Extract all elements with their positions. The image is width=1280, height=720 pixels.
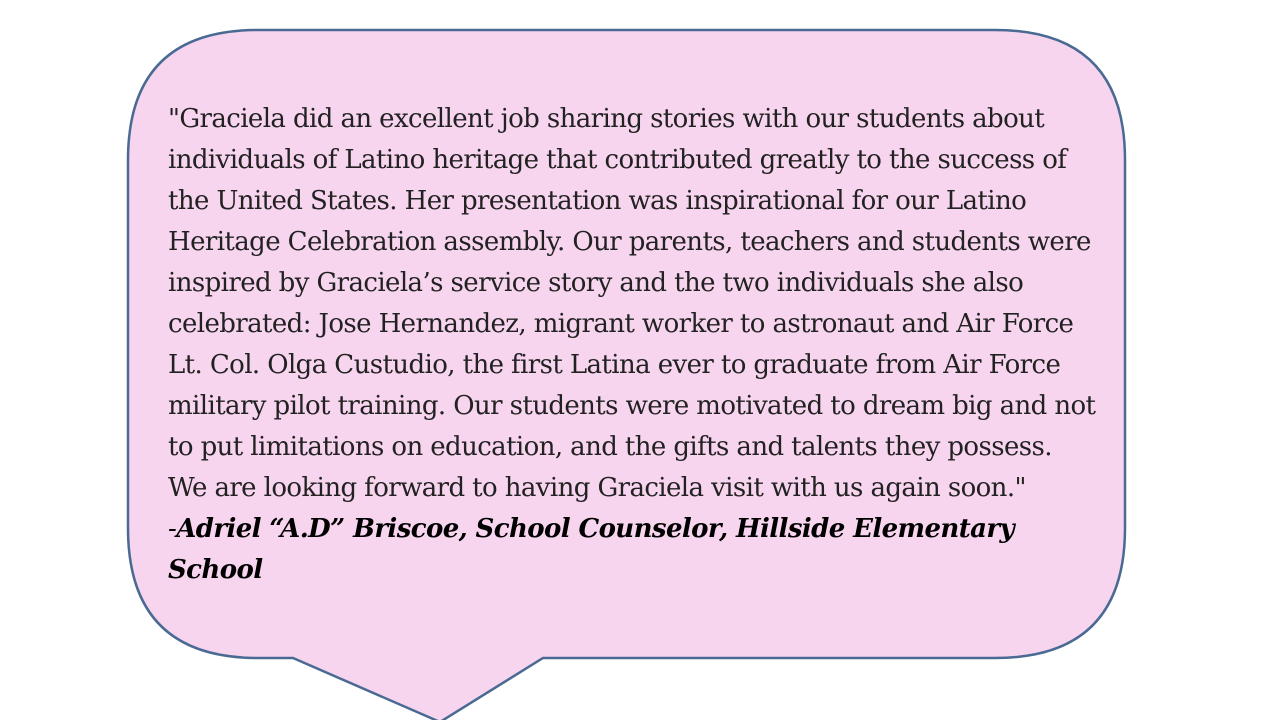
attribution-dash: -: [168, 514, 177, 544]
testimonial-attribution: [168, 509, 1068, 591]
attribution-name: Adriel “A.D” Briscoe, School Counselor, Hillside Elementary School: [168, 514, 1014, 585]
testimonial-quote: "Graciela did an excellent job sharing stories with our students about individuals of Latino heritage that contributed greatly to the success of the United States. Her presentation was inspirational for our Latino Heritage Celebration assembly. Our parents, teachers and students were inspired by Graciela’s service story and the two individuals she also celebrated: Jose Hernandez, migrant worker to astronaut and Air Force Lt. Col. Olga Custudio, the first Latina ever to graduate from Air Force military pilot training. Our students were motivated to dream big and not to put limitations on education, and the gifts and talents they possess. We are looking forward to having Graciela visit with us again soon.": [168, 104, 1096, 503]
